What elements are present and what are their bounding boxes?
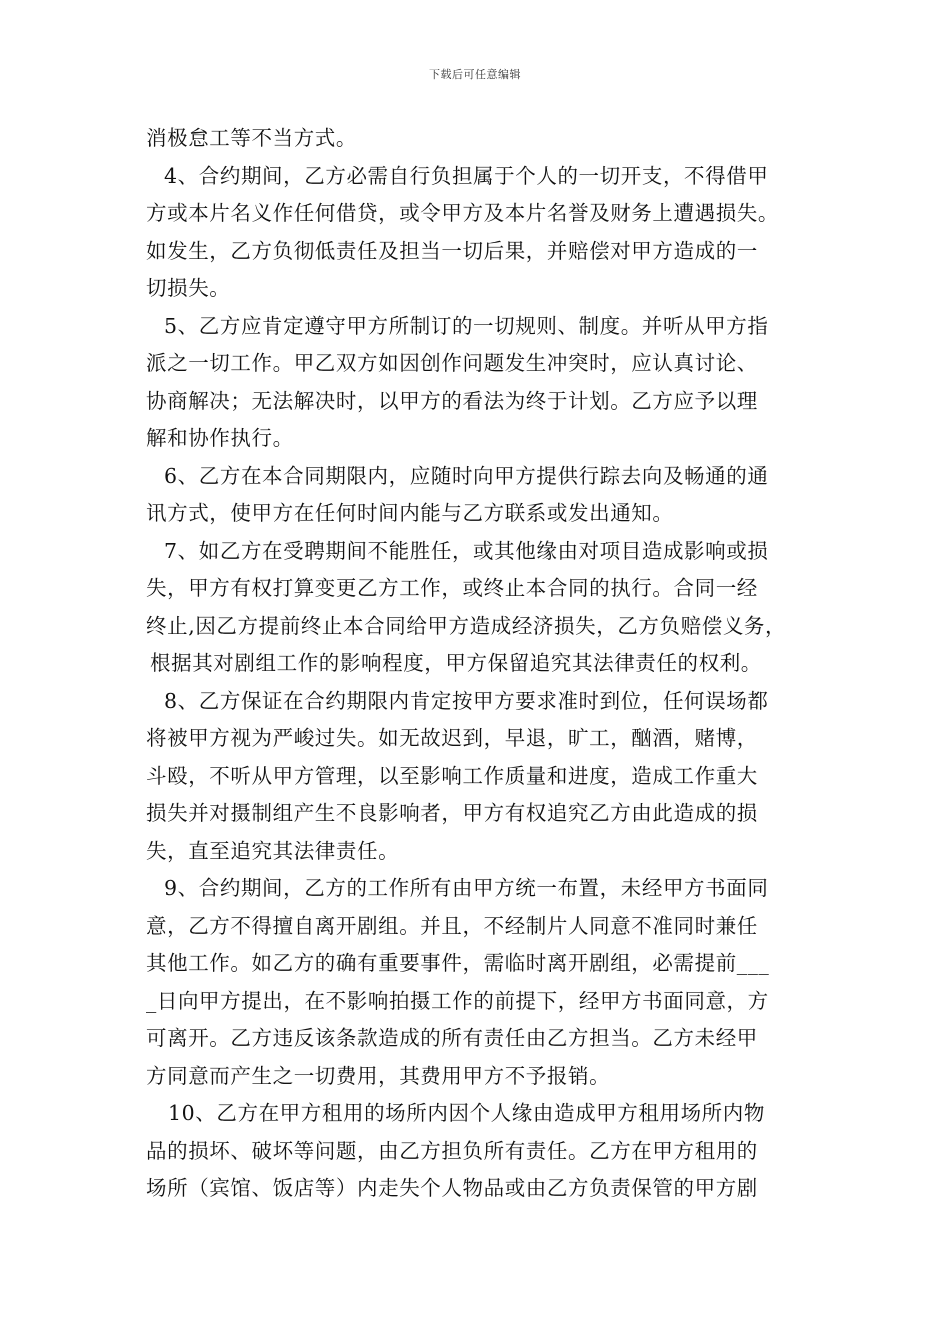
text-line: 切损失。 (146, 276, 231, 300)
text-line: 将被甲方视为严峻过失。如无故迟到，早退，旷工，酗酒，赌博， (146, 726, 758, 750)
text-line: 协商解决；无法解决时，以甲方的看法为终于计划。乙方应予以理 (146, 388, 758, 413)
text-line: 解和协作执行。 (146, 426, 294, 450)
text-line: 损失并对摄制组产生不良影响者，甲方有权追究乙方由此造成的损 (146, 801, 758, 825)
text-line: 方或本片名义作任何借贷，或令甲方及本片名誉及财务上遭遇损失。 (146, 201, 779, 225)
text-line: 意，乙方不得擅自离开剧组。并且，不经制片人同意不准同时兼任 (146, 913, 758, 938)
text-line: 其他工作。如乙方的确有重要事件，需临时离开剧组，必需提前___ (146, 951, 770, 975)
text-line: 派之一切工作。甲乙双方如因创作问题发生冲突时，应认真讨论、 (146, 351, 758, 375)
document-body (146, 120, 816, 1208)
clause-5-line: 5、乙方应肯定遵守甲方所制订的一切规则、制度。并听从甲方指 (164, 313, 769, 338)
text-line: 终止,因乙方提前终止本合同给甲方造成经济损失，乙方负赔偿义务， (146, 613, 787, 638)
clause-10-line: 10、乙方在甲方租用的场所内因个人缘由造成甲方租用场所内物 (168, 1101, 765, 1125)
clause-6-line: 6、乙方在本合同期限内，应随时向甲方提供行踪去向及畅通的通 (164, 463, 769, 488)
text-line: 场所（宾馆、饭店等）内走失个人物品或由乙方负责保管的甲方剧 (146, 1176, 758, 1200)
text-line: 失，直至追究其法律责任。 (146, 838, 400, 863)
text-line: 根据其对剧组工作的影响程度，甲方保留追究其法律责任的权利。 (150, 651, 762, 675)
text-line: _日向甲方提出，在不影响拍摄工作的前提下，经甲方书面同意，方 (146, 988, 769, 1013)
text-line: 讯方式，使甲方在任何时间内能与乙方联系或发出通知。 (146, 501, 674, 525)
text-line: 可离开。乙方违反该条款造成的所有责任由乙方担当。乙方未经甲 (146, 1026, 758, 1050)
text-line: 消极怠工等不当方式。 (146, 126, 357, 150)
clause-8-line: 8、乙方保证在合约期限内肯定按甲方要求准时到位，任何误场都 (164, 688, 769, 713)
text-line: 如发生，乙方负彻低责任及担当一切后果，并赔偿对甲方造成的一 (146, 238, 758, 263)
clause-4-line: 4、合约期间，乙方必需自行负担属于个人的一切开支，不得借甲 (164, 163, 769, 188)
page-header: 下载后可任意编辑 (429, 68, 521, 81)
text-line: 品的损坏、破坏等问题，由乙方担负所有责任。乙方在甲方租用的 (146, 1138, 758, 1163)
text-line: 斗殴，不听从甲方管理，以至影响工作质量和进度，造成工作重大 (146, 763, 758, 788)
clause-7-line: 7、如乙方在受聘期间不能胜任，或其他缘由对项目造成影响或损 (164, 538, 769, 563)
clause-9-line: 9、合约期间，乙方的工作所有由甲方统一布置，未经甲方书面同 (164, 876, 769, 900)
text-line: 方同意而产生之一切费用，其费用甲方不予报销。 (146, 1063, 611, 1088)
text-line: 失，甲方有权打算变更乙方工作，或终止本合同的执行。合同一经 (146, 576, 758, 600)
